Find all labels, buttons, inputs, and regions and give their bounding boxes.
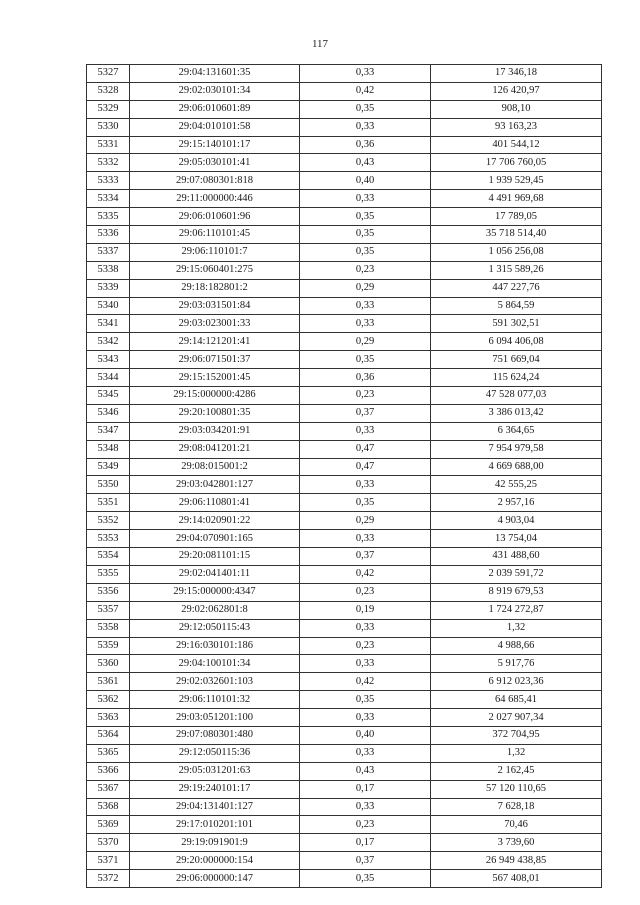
data-table: [86, 64, 602, 888]
table-row: [87, 333, 602, 351]
amount-cell: 401 544,12: [431, 136, 602, 154]
row-number-cell: 5334: [87, 190, 130, 208]
table-row: [87, 243, 602, 261]
table-row: [87, 637, 602, 655]
amount-cell: 2 162,45: [431, 762, 602, 780]
amount-cell: 7 954 979,58: [431, 440, 602, 458]
coefficient-cell: 0,19: [300, 601, 431, 619]
data-table-body: [87, 65, 602, 888]
coefficient-cell: 0,43: [300, 154, 431, 172]
coefficient-cell: 0,23: [300, 816, 431, 834]
coefficient-cell: 0,35: [300, 100, 431, 118]
table-row: [87, 494, 602, 512]
coefficient-cell: 0,37: [300, 548, 431, 566]
amount-cell: 6 364,65: [431, 422, 602, 440]
cadastral-number-cell: 29:03:042801:127: [130, 476, 300, 494]
coefficient-cell: 0,33: [300, 619, 431, 637]
amount-cell: 26 949 438,85: [431, 852, 602, 870]
coefficient-cell: 0,17: [300, 780, 431, 798]
table-row: [87, 601, 602, 619]
cadastral-number-cell: 29:07:080301:818: [130, 172, 300, 190]
row-number-cell: 5331: [87, 136, 130, 154]
table-row: [87, 279, 602, 297]
table-row: [87, 673, 602, 691]
amount-cell: 591 302,51: [431, 315, 602, 333]
row-number-cell: 5341: [87, 315, 130, 333]
coefficient-cell: 0,40: [300, 172, 431, 190]
amount-cell: 447 227,76: [431, 279, 602, 297]
cadastral-number-cell: 29:04:010101:58: [130, 118, 300, 136]
cadastral-number-cell: 29:03:023001:33: [130, 315, 300, 333]
amount-cell: 372 704,95: [431, 726, 602, 744]
table-row: [87, 726, 602, 744]
page-number: 117: [311, 38, 329, 50]
row-number-cell: 5371: [87, 852, 130, 870]
amount-cell: 8 919 679,53: [431, 583, 602, 601]
coefficient-cell: 0,29: [300, 512, 431, 530]
coefficient-cell: 0,33: [300, 530, 431, 548]
amount-cell: 115 624,24: [431, 369, 602, 387]
table-row: [87, 744, 602, 762]
coefficient-cell: 0,42: [300, 82, 431, 100]
table-row: [87, 226, 602, 244]
coefficient-cell: 0,42: [300, 673, 431, 691]
amount-cell: 57 120 110,65: [431, 780, 602, 798]
coefficient-cell: 0,33: [300, 709, 431, 727]
cadastral-number-cell: 29:07:080301:480: [130, 726, 300, 744]
row-number-cell: 5353: [87, 530, 130, 548]
table-row: [87, 369, 602, 387]
coefficient-cell: 0,35: [300, 494, 431, 512]
cadastral-number-cell: 29:02:032601:103: [130, 673, 300, 691]
table-row: [87, 583, 602, 601]
table-row: [87, 387, 602, 405]
coefficient-cell: 0,36: [300, 369, 431, 387]
row-number-cell: 5372: [87, 870, 130, 888]
row-number-cell: 5355: [87, 565, 130, 583]
cadastral-number-cell: 29:03:031501:84: [130, 297, 300, 315]
cadastral-number-cell: 29:04:131601:35: [130, 65, 300, 83]
amount-cell: 1 724 272,87: [431, 601, 602, 619]
amount-cell: 17 706 760,05: [431, 154, 602, 172]
table-row: [87, 709, 602, 727]
cadastral-number-cell: 29:06:010601:89: [130, 100, 300, 118]
row-number-cell: 5339: [87, 279, 130, 297]
coefficient-cell: 0,33: [300, 744, 431, 762]
table-row: [87, 476, 602, 494]
table-row: [87, 655, 602, 673]
cadastral-number-cell: 29:04:100101:34: [130, 655, 300, 673]
coefficient-cell: 0,33: [300, 655, 431, 673]
table-row: [87, 762, 602, 780]
row-number-cell: 5342: [87, 333, 130, 351]
amount-cell: 1 315 589,26: [431, 261, 602, 279]
row-number-cell: 5330: [87, 118, 130, 136]
cadastral-number-cell: 29:20:000000:154: [130, 852, 300, 870]
coefficient-cell: 0,33: [300, 422, 431, 440]
table-row: [87, 261, 602, 279]
table-row: [87, 512, 602, 530]
coefficient-cell: 0,35: [300, 243, 431, 261]
coefficient-cell: 0,33: [300, 118, 431, 136]
coefficient-cell: 0,36: [300, 136, 431, 154]
row-number-cell: 5360: [87, 655, 130, 673]
table-row: [87, 404, 602, 422]
amount-cell: 4 669 688,00: [431, 458, 602, 476]
row-number-cell: 5369: [87, 816, 130, 834]
coefficient-cell: 0,37: [300, 852, 431, 870]
row-number-cell: 5349: [87, 458, 130, 476]
amount-cell: 6 912 023,36: [431, 673, 602, 691]
row-number-cell: 5359: [87, 637, 130, 655]
row-number-cell: 5328: [87, 82, 130, 100]
coefficient-cell: 0,33: [300, 476, 431, 494]
table-row: [87, 65, 602, 83]
amount-cell: 35 718 514,40: [431, 226, 602, 244]
table-row: [87, 870, 602, 888]
coefficient-cell: 0,42: [300, 565, 431, 583]
amount-cell: 1,32: [431, 619, 602, 637]
cadastral-number-cell: 29:06:000000:147: [130, 870, 300, 888]
cadastral-number-cell: 29:04:070901:165: [130, 530, 300, 548]
table-row: [87, 351, 602, 369]
coefficient-cell: 0,33: [300, 65, 431, 83]
table-row: [87, 852, 602, 870]
cadastral-number-cell: 29:06:110101:45: [130, 226, 300, 244]
coefficient-cell: 0,43: [300, 762, 431, 780]
coefficient-cell: 0,33: [300, 798, 431, 816]
amount-cell: 2 957,16: [431, 494, 602, 512]
cadastral-number-cell: 29:04:131401:127: [130, 798, 300, 816]
row-number-cell: 5327: [87, 65, 130, 83]
cadastral-number-cell: 29:06:110801:41: [130, 494, 300, 512]
cadastral-number-cell: 29:14:121201:41: [130, 333, 300, 351]
row-number-cell: 5362: [87, 691, 130, 709]
table-row: [87, 154, 602, 172]
cadastral-number-cell: 29:18:182801:2: [130, 279, 300, 297]
row-number-cell: 5356: [87, 583, 130, 601]
cadastral-number-cell: 29:02:030101:34: [130, 82, 300, 100]
row-number-cell: 5332: [87, 154, 130, 172]
row-number-cell: 5337: [87, 243, 130, 261]
amount-cell: 4 491 969,68: [431, 190, 602, 208]
table-row: [87, 816, 602, 834]
table-row: [87, 834, 602, 852]
cadastral-number-cell: 29:19:091901:9: [130, 834, 300, 852]
amount-cell: 6 094 406,08: [431, 333, 602, 351]
amount-cell: 4 988,66: [431, 637, 602, 655]
row-number-cell: 5368: [87, 798, 130, 816]
amount-cell: 751 669,04: [431, 351, 602, 369]
amount-cell: 93 163,23: [431, 118, 602, 136]
cadastral-number-cell: 29:08:041201:21: [130, 440, 300, 458]
row-number-cell: 5365: [87, 744, 130, 762]
amount-cell: 5 917,76: [431, 655, 602, 673]
amount-cell: 70,46: [431, 816, 602, 834]
coefficient-cell: 0,29: [300, 279, 431, 297]
table-row: [87, 136, 602, 154]
coefficient-cell: 0,47: [300, 458, 431, 476]
table-row: [87, 780, 602, 798]
coefficient-cell: 0,35: [300, 208, 431, 226]
coefficient-cell: 0,33: [300, 190, 431, 208]
coefficient-cell: 0,37: [300, 404, 431, 422]
table-row: [87, 297, 602, 315]
coefficient-cell: 0,35: [300, 691, 431, 709]
cadastral-number-cell: 29:05:031201:63: [130, 762, 300, 780]
cadastral-number-cell: 29:15:000000:4347: [130, 583, 300, 601]
row-number-cell: 5340: [87, 297, 130, 315]
amount-cell: 1 939 529,45: [431, 172, 602, 190]
table-row: [87, 548, 602, 566]
row-number-cell: 5345: [87, 387, 130, 405]
table-row: [87, 458, 602, 476]
row-number-cell: 5333: [87, 172, 130, 190]
row-number-cell: 5335: [87, 208, 130, 226]
coefficient-cell: 0,35: [300, 351, 431, 369]
cadastral-number-cell: 29:03:051201:100: [130, 709, 300, 727]
amount-cell: 3 739,60: [431, 834, 602, 852]
row-number-cell: 5358: [87, 619, 130, 637]
cadastral-number-cell: 29:02:062801:8: [130, 601, 300, 619]
row-number-cell: 5336: [87, 226, 130, 244]
amount-cell: 64 685,41: [431, 691, 602, 709]
cadastral-number-cell: 29:20:081101:15: [130, 548, 300, 566]
amount-cell: 431 488,60: [431, 548, 602, 566]
cadastral-number-cell: 29:15:152001:45: [130, 369, 300, 387]
cadastral-number-cell: 29:16:030101:186: [130, 637, 300, 655]
row-number-cell: 5338: [87, 261, 130, 279]
cadastral-number-cell: 29:03:034201:91: [130, 422, 300, 440]
cadastral-number-cell: 29:06:071501:37: [130, 351, 300, 369]
amount-cell: 3 386 013,42: [431, 404, 602, 422]
row-number-cell: 5363: [87, 709, 130, 727]
cadastral-number-cell: 29:02:041401:11: [130, 565, 300, 583]
amount-cell: 42 555,25: [431, 476, 602, 494]
cadastral-number-cell: 29:06:010601:96: [130, 208, 300, 226]
cadastral-number-cell: 29:12:050115:36: [130, 744, 300, 762]
coefficient-cell: 0,23: [300, 637, 431, 655]
table-row: [87, 565, 602, 583]
table-row: [87, 315, 602, 333]
coefficient-cell: 0,33: [300, 315, 431, 333]
cadastral-number-cell: 29:06:110101:7: [130, 243, 300, 261]
coefficient-cell: 0,23: [300, 261, 431, 279]
row-number-cell: 5367: [87, 780, 130, 798]
table-row: [87, 691, 602, 709]
amount-cell: 17 789,05: [431, 208, 602, 226]
coefficient-cell: 0,17: [300, 834, 431, 852]
cadastral-number-cell: 29:11:000000:446: [130, 190, 300, 208]
table-row: [87, 422, 602, 440]
coefficient-cell: 0,23: [300, 387, 431, 405]
cadastral-number-cell: 29:08:015001:2: [130, 458, 300, 476]
table-row: [87, 82, 602, 100]
table-row: [87, 118, 602, 136]
amount-cell: 13 754,04: [431, 530, 602, 548]
row-number-cell: 5343: [87, 351, 130, 369]
table-row: [87, 208, 602, 226]
amount-cell: 1,32: [431, 744, 602, 762]
row-number-cell: 5364: [87, 726, 130, 744]
cadastral-number-cell: 29:15:140101:17: [130, 136, 300, 154]
cadastral-number-cell: 29:19:240101:17: [130, 780, 300, 798]
amount-cell: 17 346,18: [431, 65, 602, 83]
row-number-cell: 5350: [87, 476, 130, 494]
cadastral-number-cell: 29:12:050115:43: [130, 619, 300, 637]
cadastral-number-cell: 29:17:010201:101: [130, 816, 300, 834]
row-number-cell: 5370: [87, 834, 130, 852]
table-row: [87, 530, 602, 548]
cadastral-number-cell: 29:05:030101:41: [130, 154, 300, 172]
table-row: [87, 440, 602, 458]
row-number-cell: 5352: [87, 512, 130, 530]
amount-cell: 126 420,97: [431, 82, 602, 100]
coefficient-cell: 0,23: [300, 583, 431, 601]
cadastral-number-cell: 29:14:020901:22: [130, 512, 300, 530]
coefficient-cell: 0,35: [300, 226, 431, 244]
coefficient-cell: 0,33: [300, 297, 431, 315]
amount-cell: 47 528 077,03: [431, 387, 602, 405]
table-row: [87, 619, 602, 637]
cadastral-number-cell: 29:06:110101:32: [130, 691, 300, 709]
coefficient-cell: 0,47: [300, 440, 431, 458]
cadastral-number-cell: 29:20:100801:35: [130, 404, 300, 422]
coefficient-cell: 0,35: [300, 870, 431, 888]
amount-cell: 5 864,59: [431, 297, 602, 315]
row-number-cell: 5346: [87, 404, 130, 422]
table-row: [87, 172, 602, 190]
amount-cell: 7 628,18: [431, 798, 602, 816]
coefficient-cell: 0,29: [300, 333, 431, 351]
table-row: [87, 798, 602, 816]
row-number-cell: 5348: [87, 440, 130, 458]
row-number-cell: 5354: [87, 548, 130, 566]
cadastral-number-cell: 29:15:060401:275: [130, 261, 300, 279]
amount-cell: 2 039 591,72: [431, 565, 602, 583]
row-number-cell: 5347: [87, 422, 130, 440]
row-number-cell: 5366: [87, 762, 130, 780]
row-number-cell: 5361: [87, 673, 130, 691]
row-number-cell: 5351: [87, 494, 130, 512]
amount-cell: 567 408,01: [431, 870, 602, 888]
coefficient-cell: 0,40: [300, 726, 431, 744]
amount-cell: 1 056 256,08: [431, 243, 602, 261]
table-row: [87, 190, 602, 208]
amount-cell: 2 027 907,34: [431, 709, 602, 727]
amount-cell: 4 903,04: [431, 512, 602, 530]
cadastral-number-cell: 29:15:000000:4286: [130, 387, 300, 405]
row-number-cell: 5357: [87, 601, 130, 619]
row-number-cell: 5329: [87, 100, 130, 118]
row-number-cell: 5344: [87, 369, 130, 387]
amount-cell: 908,10: [431, 100, 602, 118]
table-row: [87, 100, 602, 118]
